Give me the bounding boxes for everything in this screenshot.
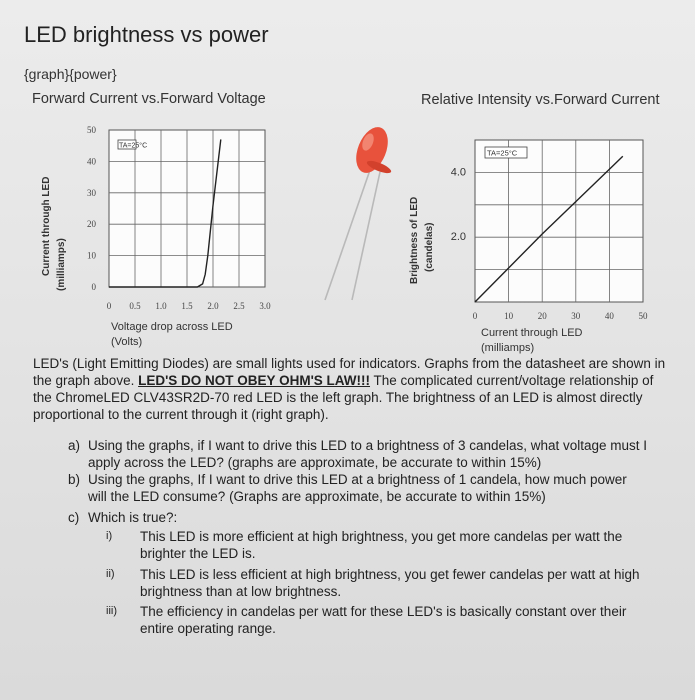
x-tick-label: 40 <box>604 311 614 321</box>
y-tick-label: 20 <box>87 219 96 230</box>
left-annotation: TA=25°C <box>119 142 148 150</box>
option-label: ii) <box>106 568 115 580</box>
x-tick-label: 2.0 <box>207 301 219 311</box>
x-tick-label: 1.0 <box>155 301 167 311</box>
question-label: c) <box>68 510 80 525</box>
led-illustration <box>325 123 394 300</box>
option-text: This LED is more efficient at high brightness, you get more candelas per watt the brighter the LED is. <box>140 529 623 561</box>
question-label: a) <box>68 438 81 453</box>
option-i <box>106 528 665 562</box>
intro-text-1: LED's (Light Emitting Diodes) are small lights used for indicators. Graphs from the datasheet are shown in the graph above. <box>33 356 666 388</box>
option-text: The efficiency in candelas per watt for these LED's is basically constant over their entire operating range. <box>140 604 627 636</box>
x-tick-label: 10 <box>504 311 514 321</box>
x-tick-label: 0 <box>106 301 112 311</box>
option-label: iii) <box>106 605 117 617</box>
question-c <box>68 509 648 526</box>
y-tick-label: 0 <box>91 282 96 292</box>
y-tick-label: 10 <box>87 250 96 261</box>
question-text: Using the graphs, If I want to drive this LED at a brightness of 1 candela, how much power will the LED consume? (Graphs are approximate, be accurate to within 15%) <box>88 472 627 504</box>
intro-paragraph <box>33 355 673 423</box>
x-tick-label: 50 <box>638 311 648 321</box>
y-tick-label: 4.0 <box>450 166 466 179</box>
left-ylabel-2: (milliamps) <box>56 238 67 291</box>
left-chart-grid <box>109 130 265 287</box>
right-xlabel-2: (milliamps) <box>481 342 535 354</box>
tags-line: {graph}{power} <box>24 66 117 82</box>
y-tick-label: 2.0 <box>450 231 466 244</box>
option-label: i) <box>106 530 113 542</box>
left-xlabel-2: (Volts) <box>111 336 143 348</box>
intro-text-2: The complicated current/voltage relationship of the ChromeLED CLV43SR2D-70 red LED is the left graph. The brightness of an LED is almost directly proportional to the current through it (right graph). <box>33 373 654 422</box>
question-text: Which is true?: <box>88 510 178 525</box>
right-ylabel-2: (candelas) <box>424 222 435 272</box>
x-tick-label: 1.5 <box>181 301 193 311</box>
x-tick-label: 0 <box>472 311 478 321</box>
question-b <box>68 471 638 505</box>
question-label: b) <box>68 472 81 487</box>
option-iii <box>106 603 640 637</box>
y-tick-label: 30 <box>87 187 96 198</box>
intro-bold: LED'S DO NOT OBEY OHM'S LAW!!! <box>138 373 371 388</box>
left-chart-heading: Forward Current vs.Forward Voltage <box>32 91 266 107</box>
y-tick-label: 40 <box>87 156 96 167</box>
question-text: Using the graphs, if I want to drive this LED to a brightness of 3 candelas, what voltage must I apply across the LED? (graphs are approximate, be accurate to within 15%) <box>88 438 648 470</box>
option-text: This LED is less efficient at high brightness, you get fewer candelas per watt at high brightness than at low brightness. <box>140 567 640 599</box>
question-a <box>68 437 660 471</box>
x-tick-label: 30 <box>571 311 581 321</box>
x-tick-label: 20 <box>537 311 547 321</box>
y-tick-label: 50 <box>87 125 96 135</box>
right-annotation: TA=25°C <box>487 148 518 158</box>
option-ii <box>106 566 660 600</box>
plot-area <box>475 140 643 302</box>
left-xlabel-1: Voltage drop across LED <box>111 321 233 333</box>
x-tick-label: 2.5 <box>233 301 245 311</box>
x-tick-label: 3.0 <box>259 301 271 311</box>
right-chart-grid <box>475 140 643 302</box>
right-xlabel-1: Current through LED <box>481 327 583 339</box>
x-tick-label: 0.5 <box>129 301 141 311</box>
right-chart-heading: Relative Intensity vs.Forward Current <box>421 92 660 108</box>
page-title: LED brightness vs power <box>24 22 269 47</box>
left-ylabel-1: Current through LED <box>41 176 52 276</box>
right-ylabel-1: Brightness of LED <box>409 196 420 284</box>
